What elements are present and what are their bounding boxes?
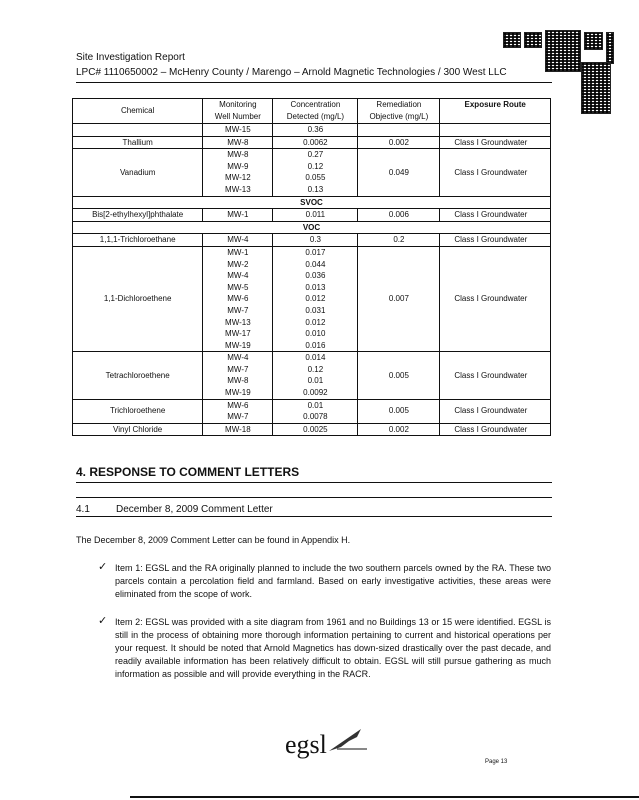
concentration-cell: 0.36 [273, 124, 358, 137]
comment-item-1: Item 1: EGSL and the RA originally planned to include the two southern parcels owned by the RA. These two parcels contain a percolation field and farmland. Based on early investigative activities, these areas were eliminated from the scope of work. [115, 563, 551, 599]
objective-cell: 0.005 [358, 352, 440, 399]
concentration-cell: 0.27 [273, 149, 358, 161]
well-cell: MW-7 [203, 411, 273, 423]
chemical-cell: 1,1-Dichloroethene [73, 246, 203, 351]
well-cell: MW-4 [203, 352, 273, 364]
chemical-cell: Vanadium [73, 149, 203, 196]
objective-cell: 0.049 [358, 149, 440, 196]
well-cell: MW-13 [203, 317, 273, 329]
barcode-stamp-2 [524, 32, 542, 48]
report-title: Site Investigation Report [76, 52, 185, 63]
section-row [73, 196, 551, 209]
concentration-cell: 0.3 [273, 234, 358, 247]
concentration-cell: 0.013 [273, 282, 358, 294]
well-cell: MW-13 [203, 184, 273, 196]
col-header-objective: Remediation Objective (mg/L) [358, 99, 440, 124]
section-heading-rule [76, 482, 552, 483]
intro-paragraph: The December 8, 2009 Comment Letter can be found in Appendix H. [76, 535, 351, 545]
well-cell: MW-4 [203, 270, 273, 282]
table-row [73, 136, 551, 149]
concentration-cell: 0.13 [273, 184, 358, 196]
objective-cell: 0.2 [358, 234, 440, 247]
objective-cell: 0.002 [358, 136, 440, 149]
well-cell: MW-18 [203, 423, 273, 436]
section-row [73, 221, 551, 234]
table-row [73, 423, 551, 436]
concentration-cell: 0.055 [273, 172, 358, 184]
barcode-stamp-4 [584, 32, 603, 50]
well-cell: MW-2 [203, 259, 273, 271]
chemical-cell: Trichloroethene [73, 399, 203, 423]
concentration-cell: 0.0078 [273, 411, 358, 423]
objective-cell: 0.005 [358, 399, 440, 423]
chemical-cell: Bis[2-ethylhexyl]phthalate [73, 209, 203, 222]
concentration-cell: 0.016 [273, 340, 358, 352]
well-cell: MW-7 [203, 305, 273, 317]
concentration-cell: 0.010 [273, 328, 358, 340]
checkmark-icon: ✓ [98, 561, 108, 573]
table-header-row [73, 99, 551, 124]
exposure-cell: Class I Groundwater [440, 149, 551, 196]
concentration-cell: 0.011 [273, 209, 358, 222]
subsection-heading: 4.1 December 8, 2009 Comment Letter [76, 504, 273, 515]
concentration-cell: 0.036 [273, 270, 358, 282]
well-cell: MW-1 [203, 246, 273, 258]
well-cell: MW-1 [203, 209, 273, 222]
table-row [73, 234, 551, 247]
table-row [73, 352, 551, 364]
col-header-well: Monitoring Well Number [203, 99, 273, 124]
barcode-stamp-1 [503, 32, 521, 48]
section-label: SVOC [73, 196, 551, 209]
chemical-cell: Thallium [73, 136, 203, 149]
well-cell: MW-5 [203, 282, 273, 294]
col-header-concentration: Concentration Detected (mg/L) [273, 99, 358, 124]
concentration-cell: 0.01 [273, 375, 358, 387]
objective-cell: 0.007 [358, 246, 440, 351]
objective-cell: 0.006 [358, 209, 440, 222]
concentration-cell: 0.12 [273, 161, 358, 173]
header-rule [76, 82, 552, 83]
report-subtitle: LPC# 1110650002 – McHenry County / Marengo – Arnold Magnetic Technologies / 300 West LLC [76, 67, 507, 78]
well-cell: MW-4 [203, 234, 273, 247]
chemical-cell: Vinyl Chloride [73, 423, 203, 436]
well-cell: MW-6 [203, 399, 273, 411]
concentration-cell: 0.017 [273, 246, 358, 258]
subsection-bottom-rule [76, 516, 552, 517]
well-cell: MW-7 [203, 364, 273, 376]
barcode-stamp-5 [606, 32, 614, 64]
table-row [73, 209, 551, 222]
comment-item-2: Item 2: EGSL was provided with a site diagram from 1961 and no Buildings 13 or 15 were identified. EGSL is still in the process of obtaining more thorough information pertaining to current and historical operations per your request. It should be noted that Arnold Magnetics has down-sized drastically over the past decade, and readily available information has been relatively difficult to obtain. EGSL will still pursue gathering as much information as possible and will provide everything in the RACR. [115, 617, 551, 679]
well-cell: MW-17 [203, 328, 273, 340]
checkmark-icon: ✓ [98, 615, 108, 627]
exposure-cell: Class I Groundwater [440, 423, 551, 436]
feather-icon [327, 727, 369, 753]
subsection-top-rule [76, 497, 552, 498]
chemical-cell: Tetrachloroethene [73, 352, 203, 399]
well-cell: MW-15 [203, 124, 273, 137]
exposure-cell: Class I Groundwater [440, 136, 551, 149]
footer-rule [130, 796, 639, 798]
barcode-stamp-3 [545, 30, 581, 72]
chemical-cell: 1,1,1-Trichloroethane [73, 234, 203, 247]
table-row [73, 124, 551, 137]
table-row [73, 149, 551, 161]
exposure-cell [440, 124, 551, 137]
objective-cell: 0.002 [358, 423, 440, 436]
concentration-cell: 0.01 [273, 399, 358, 411]
section-heading: 4. RESPONSE TO COMMENT LETTERS [76, 465, 300, 479]
concentration-cell: 0.012 [273, 317, 358, 329]
results-table [72, 98, 551, 436]
exposure-cell: Class I Groundwater [440, 399, 551, 423]
concentration-cell: 0.0062 [273, 136, 358, 149]
table-row [73, 399, 551, 411]
qr-code [581, 62, 611, 114]
concentration-cell: 0.044 [273, 259, 358, 271]
exposure-cell: Class I Groundwater [440, 246, 551, 351]
well-cell: MW-8 [203, 375, 273, 387]
well-cell: MW-19 [203, 340, 273, 352]
page-number: Page 13 [485, 759, 508, 765]
well-cell: MW-19 [203, 387, 273, 399]
concentration-cell: 0.0092 [273, 387, 358, 399]
exposure-cell: Class I Groundwater [440, 352, 551, 399]
exposure-cell: Class I Groundwater [440, 209, 551, 222]
well-cell: MW-12 [203, 172, 273, 184]
well-cell: MW-8 [203, 149, 273, 161]
chemical-cell [73, 124, 203, 137]
objective-cell [358, 124, 440, 137]
well-cell: MW-8 [203, 136, 273, 149]
col-header-chemical: Chemical [73, 99, 203, 124]
col-header-exposure: Exposure Route [440, 99, 551, 124]
egsl-logo: egsl [285, 727, 369, 760]
table-row [73, 246, 551, 258]
exposure-cell: Class I Groundwater [440, 234, 551, 247]
section-label: VOC [73, 221, 551, 234]
concentration-cell: 0.0025 [273, 423, 358, 436]
concentration-cell: 0.012 [273, 293, 358, 305]
well-cell: MW-6 [203, 293, 273, 305]
concentration-cell: 0.12 [273, 364, 358, 376]
concentration-cell: 0.014 [273, 352, 358, 364]
concentration-cell: 0.031 [273, 305, 358, 317]
well-cell: MW-9 [203, 161, 273, 173]
